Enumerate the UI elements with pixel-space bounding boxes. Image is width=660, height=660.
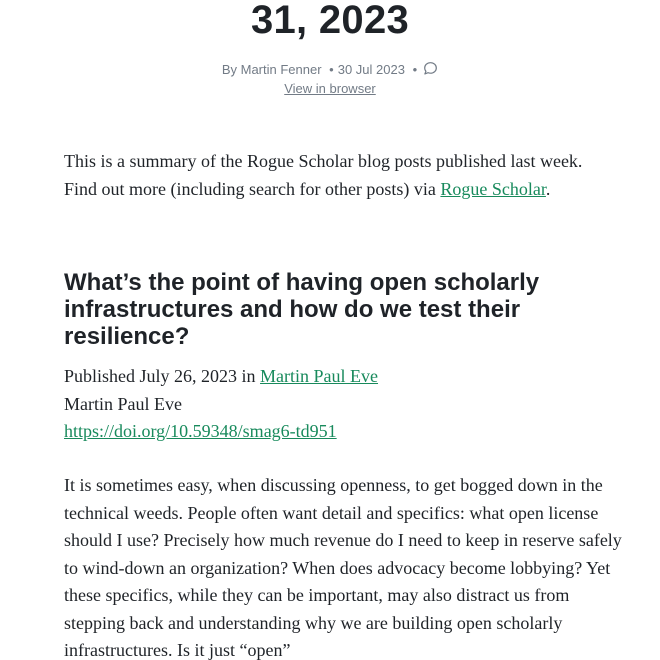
meta-separator: • bbox=[329, 62, 334, 77]
page-title bbox=[0, 0, 660, 48]
in-word: in bbox=[241, 366, 256, 386]
intro-paragraph bbox=[64, 147, 599, 203]
published-line bbox=[64, 363, 604, 391]
post-title[interactable]: What’s the point of having open scholarly infrastructures and how do we test their resilience? bbox=[64, 269, 540, 350]
publish-date: 30 Jul 2023 bbox=[337, 62, 405, 77]
page-title-text: 31, 2023 bbox=[250, 0, 410, 42]
rogue-scholar-link[interactable]: Rogue Scholar bbox=[440, 179, 546, 199]
author-name[interactable]: Martin Fenner bbox=[240, 62, 322, 77]
post-details bbox=[64, 363, 604, 446]
blog-link[interactable]: Martin Paul Eve bbox=[260, 366, 379, 386]
post-excerpt: It is sometimes easy, when discussing openness, to get bogged down in the technical weeds. People often want detail and specifics: what open license should I use? Precisely how much revenue do I need to keep in reserve safely to wind-down an organization? When does advocacy become lobbying? Yet these specifics, while they can be important, may also distract us from stepping back and understanding why we are building open scholarly infrastructures. Is it just “open” bbox=[64, 475, 622, 660]
published-date: July 26, 2023 bbox=[139, 366, 238, 386]
intro-end: . bbox=[545, 179, 551, 199]
published-prefix: Published bbox=[64, 366, 136, 386]
intro-text: This is a summary of the Rogue Scholar blog posts published last week. Find out more (including search for other posts) via bbox=[64, 151, 583, 199]
post-author: Martin Paul Eve bbox=[64, 393, 182, 414]
meta-separator: • bbox=[412, 62, 418, 77]
author-prefix: By bbox=[221, 62, 237, 77]
doi-link[interactable]: https://doi.org/10.59348/smag6-td951 bbox=[64, 421, 337, 441]
view-in-browser-link[interactable]: View in browser bbox=[284, 81, 376, 96]
